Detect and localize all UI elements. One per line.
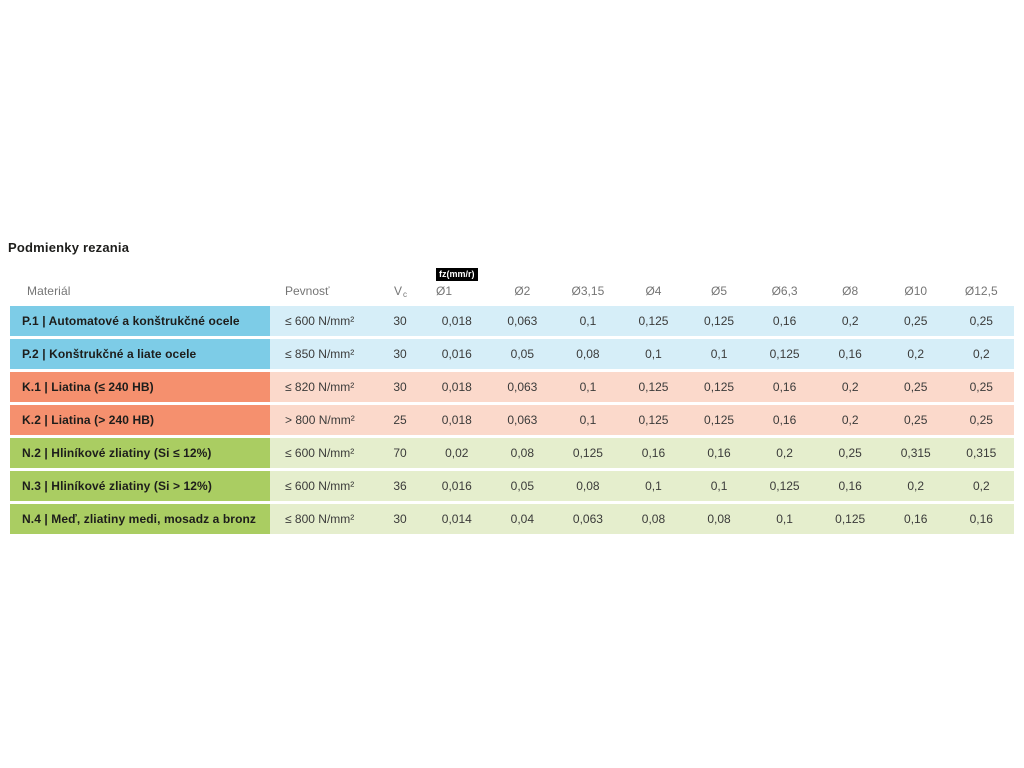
header-diameter-label: Ø1 xyxy=(436,284,453,298)
feed-cell: 0,016 xyxy=(441,347,472,361)
cutting-speed-cell: 36 xyxy=(393,479,407,493)
feed-cell: 0,16 xyxy=(772,380,797,394)
feed-cell: 0,25 xyxy=(904,413,928,427)
strength-cell: ≤ 850 N/mm² xyxy=(285,347,355,361)
cutting-speed-cell: 30 xyxy=(393,512,407,526)
strength-cell: ≤ 820 N/mm² xyxy=(285,380,355,394)
feed-cell: 0,1 xyxy=(776,512,793,526)
material-cell: K.1 | Liatina (≤ 240 HB) xyxy=(10,372,270,402)
feed-cell: 0,2 xyxy=(907,479,925,493)
feed-cell: 0,063 xyxy=(507,314,538,328)
feed-cell: 0,16 xyxy=(772,413,797,427)
feed-cell: 0,063 xyxy=(507,413,538,427)
material-cell: K.2 | Liatina (> 240 HB) xyxy=(10,405,270,435)
feed-cell: 0,04 xyxy=(510,512,535,526)
feed-cell: 0,1 xyxy=(579,413,597,427)
material-cell: N.4 | Meď, zliatiny medi, mosadz a bronz xyxy=(10,504,270,534)
feed-cell: 0,063 xyxy=(507,380,538,394)
header-strength: Pevnosť xyxy=(285,284,330,298)
feed-cell: 0,2 xyxy=(841,314,859,328)
cutting-speed-cell: 30 xyxy=(393,314,407,328)
feed-cell: 0,25 xyxy=(969,314,993,328)
table-row xyxy=(10,339,1014,369)
feed-cell: 0,315 xyxy=(900,446,931,460)
material-cell: P.1 | Automatové a konštrukčné ocele xyxy=(10,306,270,336)
feed-cell: 0,16 xyxy=(641,446,666,460)
material-cell: N.3 | Hliníkové zliatiny (Si > 12%) xyxy=(10,471,270,501)
feed-cell: 0,2 xyxy=(841,380,859,394)
feed-cell: 0,125 xyxy=(638,413,669,427)
table-row xyxy=(10,471,1014,501)
feed-cell: 0,018 xyxy=(441,314,472,328)
material-cell: N.2 | Hliníkové zliatiny (Si ≤ 12%) xyxy=(10,438,270,468)
strength-cell: ≤ 600 N/mm² xyxy=(285,479,355,493)
feed-cell: 0,25 xyxy=(904,314,928,328)
table-row xyxy=(10,405,1014,435)
feed-cell: 0,25 xyxy=(838,446,862,460)
feed-cell: 0,125 xyxy=(704,314,735,328)
feed-cell: 0,1 xyxy=(579,314,597,328)
header-cutting-speed xyxy=(376,284,424,298)
feed-cell: 0,25 xyxy=(969,413,993,427)
feed-cell: 0,125 xyxy=(704,413,735,427)
header-material: Materiál xyxy=(27,284,71,298)
page-title: Podmienky rezania xyxy=(8,240,130,255)
feed-cell: 0,16 xyxy=(969,512,993,526)
feed-cell: 0,02 xyxy=(445,446,469,460)
feed-cell: 0,16 xyxy=(772,314,797,328)
feed-cell: 0,1 xyxy=(710,479,728,493)
feed-cell: 0,2 xyxy=(841,413,859,427)
feed-cell: 0,08 xyxy=(510,446,535,460)
header-diameter-5: Ø5 xyxy=(711,284,728,298)
table-row xyxy=(10,306,1014,336)
feed-cell: 0,16 xyxy=(707,446,731,460)
feed-cell: 0,2 xyxy=(907,347,925,361)
strength-cell: ≤ 800 N/mm² xyxy=(285,512,355,526)
feed-cell: 0,2 xyxy=(972,479,990,493)
feed-unit-badge: fz(mm/r) xyxy=(436,268,478,281)
feed-cell: 0,16 xyxy=(838,479,862,493)
feed-cell: 0,25 xyxy=(969,380,993,394)
feed-cell: 0,05 xyxy=(510,479,535,493)
header-diameter-10: Ø10 xyxy=(904,284,928,298)
header-diameter-1 xyxy=(424,268,490,298)
feed-cell: 0,016 xyxy=(441,479,472,493)
feed-cell: 0,2 xyxy=(776,446,793,460)
feed-cell: 0,014 xyxy=(441,512,472,526)
vc-subscript: c xyxy=(403,289,407,299)
feed-cell: 0,315 xyxy=(966,446,997,460)
strength-cell: > 800 N/mm² xyxy=(285,413,355,427)
cutting-conditions-table xyxy=(10,262,1014,537)
feed-cell: 0,16 xyxy=(904,512,928,526)
header-diameter-3-15: Ø3,15 xyxy=(571,284,605,298)
feed-cell: 0,1 xyxy=(579,380,597,394)
cutting-speed-cell: 25 xyxy=(393,413,407,427)
feed-cell: 0,125 xyxy=(704,380,735,394)
feed-cell: 0,125 xyxy=(638,314,669,328)
table-row xyxy=(10,438,1014,468)
feed-cell: 0,018 xyxy=(441,380,472,394)
header-diameter-12-5: Ø12,5 xyxy=(964,284,998,298)
feed-cell: 0,1 xyxy=(645,347,662,361)
cutting-speed-cell: 30 xyxy=(393,380,407,394)
feed-cell: 0,08 xyxy=(641,512,666,526)
feed-cell: 0,08 xyxy=(707,512,731,526)
table-row xyxy=(10,372,1014,402)
feed-cell: 0,125 xyxy=(769,479,800,493)
material-cell: P.2 | Konštrukčné a liate ocele xyxy=(10,339,270,369)
feed-cell: 0,08 xyxy=(576,347,600,361)
feed-cell: 0,08 xyxy=(576,479,600,493)
feed-cell: 0,063 xyxy=(572,512,603,526)
feed-cell: 0,125 xyxy=(835,512,866,526)
header-diameter-2: Ø2 xyxy=(514,284,531,298)
header-diameter-8: Ø8 xyxy=(842,284,859,298)
feed-cell: 0,16 xyxy=(838,347,862,361)
table-header-row xyxy=(10,262,1014,298)
cutting-speed-cell: 70 xyxy=(393,446,407,460)
feed-cell: 0,1 xyxy=(645,479,662,493)
cutting-speed-cell: 30 xyxy=(393,347,407,361)
feed-cell: 0,018 xyxy=(441,413,472,427)
diameter-1-stack xyxy=(436,268,478,298)
feed-cell: 0,125 xyxy=(572,446,603,460)
strength-cell: ≤ 600 N/mm² xyxy=(285,446,355,460)
feed-cell: 0,125 xyxy=(638,380,669,394)
vc-symbol: V xyxy=(393,284,402,298)
feed-cell: 0,25 xyxy=(904,380,928,394)
feed-cell: 0,1 xyxy=(710,347,728,361)
header-diameter-6-3: Ø6,3 xyxy=(771,284,798,298)
feed-cell: 0,125 xyxy=(769,347,800,361)
feed-cell: 0,05 xyxy=(510,347,535,361)
strength-cell: ≤ 600 N/mm² xyxy=(285,314,355,328)
header-diameter-4: Ø4 xyxy=(645,284,662,298)
feed-cell: 0,2 xyxy=(972,347,990,361)
table-row xyxy=(10,504,1014,534)
